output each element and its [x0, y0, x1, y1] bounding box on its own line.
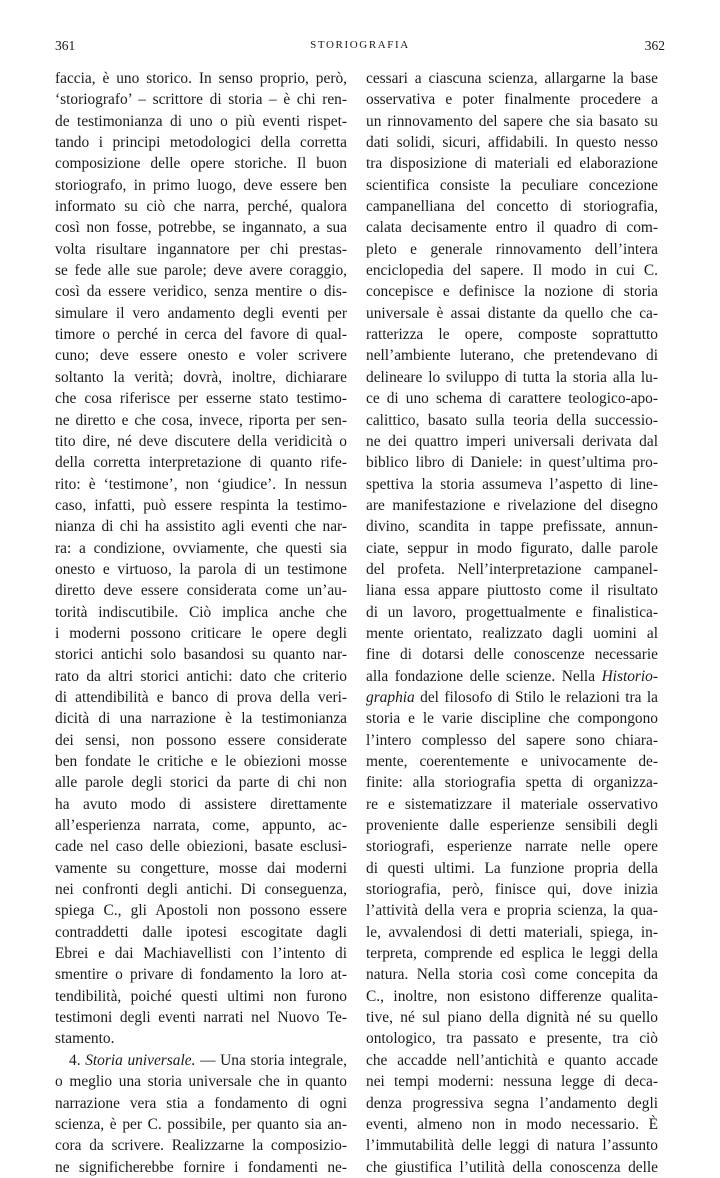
text-line: ratterizza le opere, composte soprattutto — [366, 326, 658, 344]
text-line: stamento. — [55, 1030, 115, 1048]
text-line: pleto e generale rinnovamento dell’intera — [366, 240, 658, 258]
text-line: storia e le varie discipline che compongono — [366, 710, 658, 728]
text-line: universale è assai distante da quello che ca- — [366, 304, 658, 322]
text-line: tando i principi metodologici della corretta — [55, 134, 347, 152]
text-line: così da essere veridico, senza mentire o dis- — [55, 283, 347, 301]
page-number-left: 361 — [55, 38, 76, 53]
text-line: l’intero complesso del sapere sono chiara- — [366, 731, 658, 749]
text-line: denza progressiva segna l’andamento degli — [366, 1094, 658, 1112]
text-line: enciclopedia del sapere. Il modo in cui C. — [366, 262, 658, 280]
text-line: mente orientato, realizzato dagli uomini al — [366, 624, 658, 642]
text-line: storiografi, esperienze narrate nelle opere — [366, 838, 658, 856]
text-line: cora da scrivere. Realizzarne la composizio- — [55, 1137, 347, 1155]
text-line: caso, infatti, può essere respinta la testimo- — [55, 496, 347, 514]
text-line: alle parole degli storici da parte di chi non — [55, 774, 347, 792]
text-line: le, avvalendosi di detti materiali, spiega, in- — [366, 923, 658, 941]
text-line: contraddetti dalle ipotesi escogitate dagli — [55, 923, 347, 941]
text-line: ce di uno schema di carattere teologico-apo- — [366, 390, 658, 408]
text-line: divino, scandita in tappe prefissate, annun- — [366, 518, 658, 536]
text-line: cessari a ciascuna scienza, allargarne la base — [366, 70, 658, 87]
text-line: narrazione vera stia a fondamento di ogni — [55, 1094, 347, 1112]
text-line: diretto deve essere considerata come un’au- — [55, 582, 347, 600]
text-line: l’attività della vera e propria scienza, la qua- — [366, 902, 658, 920]
text-line: volta risultare ingannatore per chi prestas- — [55, 240, 347, 258]
text-line: un rinnovamento del sapere che sia basato su — [366, 112, 658, 130]
text-line: timore o perché in cerca del favore di qual- — [55, 326, 347, 344]
text-line-with-italic — [366, 687, 658, 708]
text-line: simulare il vero andamento degli eventi per — [55, 304, 347, 322]
text-line: composizione delle opere storiche. Il buon — [55, 155, 347, 173]
text-fragment: alla fondazione delle scienze. Nella — [366, 667, 602, 685]
em-dash: — — [200, 1051, 216, 1069]
text-line: i moderni possono criticare le opere degli — [55, 624, 347, 642]
text-line: natura. Nella storia così come concepita da — [366, 966, 658, 984]
text-line: nei tempi moderni: nessuna legge di deca- — [366, 1073, 658, 1091]
text-line: C., inoltre, non esistono differenze qualita- — [366, 987, 658, 1005]
text-line-with-italic — [366, 666, 658, 687]
text-line: finite: alla storiografia spetta di organizza- — [366, 774, 658, 792]
text-line: ne dei quattro imperi universali derivata dal — [366, 432, 658, 450]
text-line: calata decisamente entro il quadro di com- — [366, 219, 658, 237]
text-fragment: del filosofo di Stilo le relazioni tra la — [414, 688, 658, 706]
text-line: spiega C., gli Apostoli non possono essere — [55, 902, 347, 920]
text-line: nianza di chi ha assistito agli eventi che nar- — [55, 518, 347, 536]
text-line: storiografia, però, finisce qui, dove inizia — [366, 881, 658, 899]
text-line: della corretta interpretazione di quanto rife- — [55, 454, 347, 472]
text-line: calittico, basato sulla teoria della successio- — [366, 411, 658, 429]
text-line: ben fondate le critiche e le obiezioni mosse — [55, 753, 347, 770]
text-line: storici antichi solo basandosi su quanto nar- — [55, 646, 347, 664]
work-title-italic: graphia — [366, 688, 415, 706]
text-line: nei confronti degli antichi. Di conseguenza, — [55, 881, 347, 899]
text-line: torità indiscutibile. Ciò implica anche che — [55, 603, 347, 621]
text-line: scientifica consiste la peculiare concezione — [366, 176, 658, 194]
text-line: tito dire, né deve discutere della veridicità o — [55, 432, 347, 450]
text-line: proveniente dalle esperienze sensibili degli — [366, 817, 658, 835]
text-line: Ebrei e dai Machiavellisti con l’intento di — [55, 945, 347, 963]
text-line: se fede alle sue parole; deve avere coraggio, — [55, 262, 347, 280]
right-column — [366, 68, 658, 1178]
text-line: liana essa appare piuttosto come il risultato — [366, 582, 658, 600]
text-line: tendibilità, poiché questi ultimi non furono — [55, 987, 347, 1005]
section-heading-line — [55, 1050, 347, 1071]
page-header — [55, 38, 665, 58]
text-line: ra: a condizione, ovviamente, che questi sia — [55, 539, 347, 557]
text-line: testimoni degli eventi narrati nel Nuovo Te- — [55, 1009, 347, 1027]
section-title: Storia universale. — [85, 1051, 196, 1069]
text-line: di un lavoro, progettualmente e finalistica- — [366, 603, 658, 621]
text-line: dicità di una narrazione è la testimonianza — [55, 710, 347, 728]
section-number: 4. — [69, 1051, 81, 1069]
text-line: spettiva la storia assumeva l’aspetto di line- — [366, 475, 658, 493]
page-number-right: 362 — [644, 38, 665, 53]
text-line: vamente su congetture, mosse dai moderni — [55, 859, 347, 877]
text-line: delineare lo sviluppo di tutta la storia alla lu- — [366, 368, 658, 386]
text-line: fine di dotarsi delle conoscenze necessarie — [366, 646, 658, 664]
text-line: tive, né sul piano della dignità né su quello — [366, 1009, 658, 1027]
text-line: rato da altri storici antichi: dato che criterio — [55, 667, 347, 685]
text-line: faccia, è uno storico. In senso proprio, però, — [55, 70, 347, 87]
text-line: o meglio una storia universale che in quanto — [55, 1073, 347, 1091]
text-line: storiografo, in primo luogo, deve essere ben — [55, 176, 347, 194]
text-line: ontologico, tra passato e presente, tra ciò — [366, 1030, 658, 1048]
text-line: cuno; deve essere onesto e voler scrivere — [55, 347, 347, 365]
section-first-line: Una storia integrale, — [220, 1051, 347, 1069]
text-line: che giustifica l’utilità della conoscenza delle — [366, 1158, 658, 1176]
text-line: biblico libro di Daniele: in quest’ultima pro- — [366, 454, 658, 472]
text-line: così non fosse, potrebbe, se ingannato, a sua — [55, 219, 347, 237]
text-line: nell’ambiente luterano, che pretendevano di — [366, 347, 658, 365]
text-line: dati solidi, sicuri, affidabili. In questo nesso — [366, 134, 658, 152]
text-line: campanelliana del concetto di storiografia, — [366, 198, 658, 216]
text-line: terpreta, comprende ed esplica le leggi della — [366, 945, 658, 963]
text-line: concepisce e definisce la nozione di storia — [366, 283, 658, 301]
running-head: STORIOGRAFIA — [310, 39, 410, 51]
text-line: che cosa riferisce per esserne stato testimo- — [55, 390, 347, 408]
text-line: osservativa e poter finalmente procedere a — [366, 91, 658, 109]
text-line: mente, coerentemente e univocamente de- — [366, 753, 658, 770]
text-line: di questi ultimi. La funzione propria della — [366, 859, 658, 877]
text-line: dei sensi, non possono essere considerate — [55, 731, 347, 749]
text-line: ciate, seppur in modo figurato, dalle parole — [366, 539, 658, 557]
text-line: informato su ciò che narra, perché, qualora — [55, 198, 347, 216]
text-line: che accadde nell’antichità e quanto accade — [366, 1051, 658, 1069]
text-line: soltanto la verità; dovrà, inoltre, dichiarare — [55, 368, 347, 386]
left-column — [55, 68, 347, 1178]
text-line: all’esperienza narrata, come, appunto, ac- — [55, 817, 347, 835]
text-line: de testimonianza di uno o più eventi rispet- — [55, 112, 347, 130]
text-line: ha avuto modo di assistere direttamente — [55, 795, 347, 813]
text-line: cade nel caso delle obiezioni, basate esclusi- — [55, 838, 347, 856]
text-line: onesto e virtuoso, la parola di un testimone — [55, 560, 347, 578]
text-line: ‘storiografo’ – scrittore di storia – è chi ren- — [55, 91, 347, 109]
text-line: smentire o privare di fondamento la loro at- — [55, 966, 347, 984]
text-line: ne significherebbe fornire i fondamenti ne- — [55, 1158, 347, 1176]
text-line: l’immutabilità delle leggi di natura l’assunto — [366, 1137, 658, 1155]
text-line: ne diretto e che cosa, invece, riporta per sen- — [55, 411, 347, 429]
text-line: are manifestazione e rivelazione del disegno — [366, 496, 658, 514]
text-line: rito: è ‘testimone’, non ‘giudice’. In nessun — [55, 475, 347, 493]
text-line: eventi, almeno non in modo necessario. È — [366, 1115, 658, 1133]
text-line: di attendibilità e banco di prova della veri- — [55, 688, 347, 706]
text-line: tra disposizione di materiali ed elaborazione — [366, 155, 658, 173]
work-title-italic: Historio- — [601, 667, 658, 685]
text-line: scienza, è per C. possibile, per quanto sia an- — [55, 1115, 347, 1133]
text-line: re e sistematizzare il materiale osservativo — [366, 795, 658, 813]
text-line: del profeta. Nell’interpretazione campanel- — [366, 560, 658, 578]
